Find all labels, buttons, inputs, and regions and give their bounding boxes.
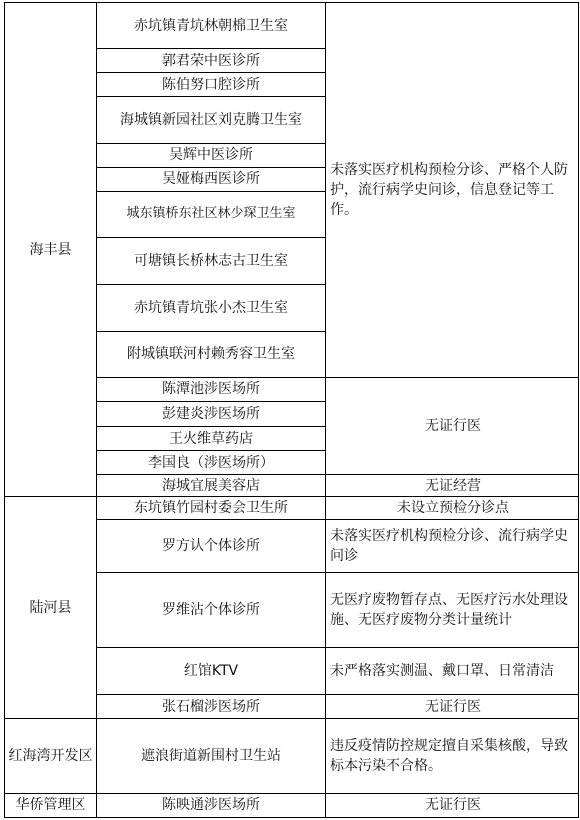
table-row <box>5 497 579 520</box>
region-cell: 华侨管理区 <box>5 793 97 817</box>
table-row <box>5 793 579 817</box>
institution-name-cell: 海城宜展美容店 <box>97 475 326 497</box>
institution-name-cell: 张石榴涉医场所 <box>97 695 326 719</box>
institution-name-cell: 吴娅梅西医诊所 <box>97 167 326 191</box>
institution-name-cell: 赤坑镇青坑张小杰卫生室 <box>97 285 326 331</box>
institution-name-cell: 陈伯努口腔诊所 <box>97 73 326 97</box>
institution-name-cell: 陈映通涉医场所 <box>97 793 326 817</box>
institution-name-cell: 罗方认个体诊所 <box>97 520 326 572</box>
issue-cell: 未严格落实测温、戴口罩、日常清洁 <box>326 648 579 695</box>
issue-cell: 无证行医 <box>326 695 579 719</box>
institution-name-cell: 遮浪街道新围村卫生站 <box>97 719 326 793</box>
institution-name-cell: 陈潭池涉医场所 <box>97 377 326 401</box>
region-cell: 红海湾开发区 <box>5 719 97 793</box>
issue-cell: 无证行医 <box>326 793 579 817</box>
issue-cell: 无医疗废物暂存点、无医疗污水处理设施、无医疗废物分类计量统计 <box>326 572 579 647</box>
issue-cell: 未落实医疗机构预检分诊、流行病学史问诊 <box>326 520 579 572</box>
institution-name-cell: 吴辉中医诊所 <box>97 143 326 167</box>
institution-name-cell: 彭建炎涉医场所 <box>97 401 326 426</box>
table-body <box>5 3 579 818</box>
institution-name-cell: 罗维沾个体诊所 <box>97 572 326 647</box>
issue-cell: 违反疫情防控规定擅自采集核酸，导致标本污染不合格。 <box>326 719 579 793</box>
institution-name-cell: 赤坑镇青坑林朝棉卫生室 <box>97 3 326 49</box>
inspection-table <box>4 2 579 818</box>
issue-cell: 未落实医疗机构预检分诊、严格个人防护，流行病学史问诊，信息登记等工作。 <box>326 3 579 378</box>
institution-name-cell: 王火维草药店 <box>97 426 326 450</box>
institution-name-cell: 红馆KTV <box>97 648 326 695</box>
table-row <box>5 3 579 49</box>
institution-name-cell: 附城镇联河村赖秀容卫生室 <box>97 331 326 377</box>
issue-cell: 无证行医 <box>326 377 579 474</box>
institution-name-cell: 海城镇新园社区刘克腾卫生室 <box>97 97 326 143</box>
issue-cell: 无证经营 <box>326 475 579 497</box>
institution-name-cell: 郭君荣中医诊所 <box>97 49 326 73</box>
issue-cell: 未设立预检分诊点 <box>326 497 579 520</box>
region-cell: 陆河县 <box>5 497 97 719</box>
table-row <box>5 719 579 793</box>
institution-name-cell: 李国良（涉医场所） <box>97 451 326 475</box>
institution-name-cell: 城东镇桥东社区林少琛卫生室 <box>97 191 326 237</box>
institution-name-cell: 东坑镇竹园村委会卫生所 <box>97 497 326 520</box>
region-cell: 海丰县 <box>5 3 97 497</box>
institution-name-cell: 可塘镇长桥林志古卫生室 <box>97 238 326 285</box>
